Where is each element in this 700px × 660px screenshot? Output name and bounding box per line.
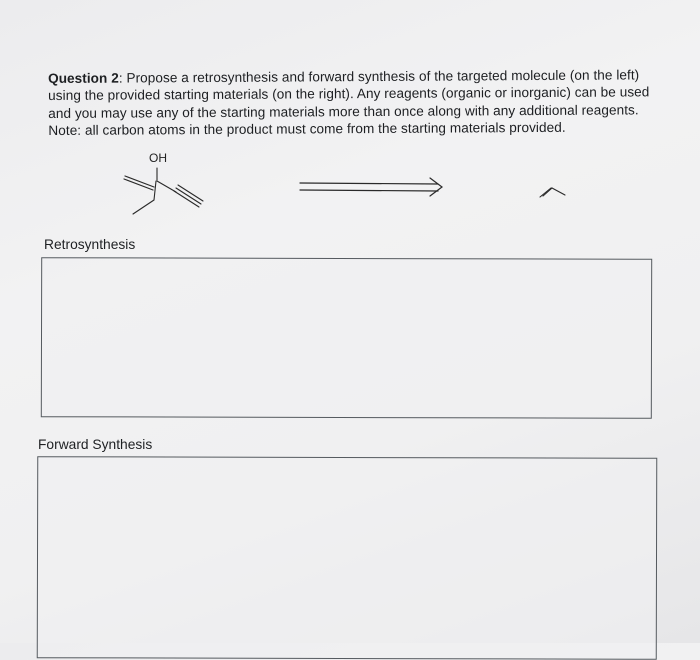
- retrosynthesis-arrow: [300, 178, 442, 196]
- question-body: : Propose a retrosynthesis and forward synthesis of the targeted molecule (on the left) using the provided starting materials (on the right). Any reagents (organic or inorganic) can be used and you may use any of the starting materials more than once along with any additional reagents. Note: all carbon atoms in the product must come from the starting materials provided.: [48, 66, 650, 138]
- retro-arrow-line-top: [300, 183, 438, 184]
- sm-bond-c: [552, 188, 565, 195]
- forward-synthesis-heading: Forward Synthesis: [38, 437, 153, 452]
- bond-alkyne-a: [176, 188, 201, 204]
- bond-left-methyl-b: [125, 176, 154, 187]
- retro-arrow-line-bottom: [300, 190, 438, 191]
- question-text: [48, 66, 656, 139]
- sm-bond-a: [540, 188, 551, 197]
- bond-ethyl: [133, 200, 154, 214]
- starting-material: [540, 188, 565, 197]
- bond-center-down: [154, 181, 156, 200]
- bond-alkyne-c: [174, 191, 199, 207]
- hydroxyl-label: OH: [149, 151, 167, 165]
- sm-bond-b: [543, 188, 552, 196]
- bond-left-methyl-a: [124, 179, 153, 190]
- bond-center-right: [157, 181, 176, 192]
- question-label: Question 2: [48, 70, 119, 86]
- bond-alkyne-b: [178, 185, 203, 201]
- retro-arrow-head: [430, 178, 442, 196]
- retrosynthesis-heading: Retrosynthesis: [44, 237, 136, 252]
- target-molecule: [124, 168, 203, 214]
- forward-synthesis-answer-box[interactable]: [37, 456, 658, 660]
- retrosynthesis-answer-box[interactable]: [41, 257, 652, 419]
